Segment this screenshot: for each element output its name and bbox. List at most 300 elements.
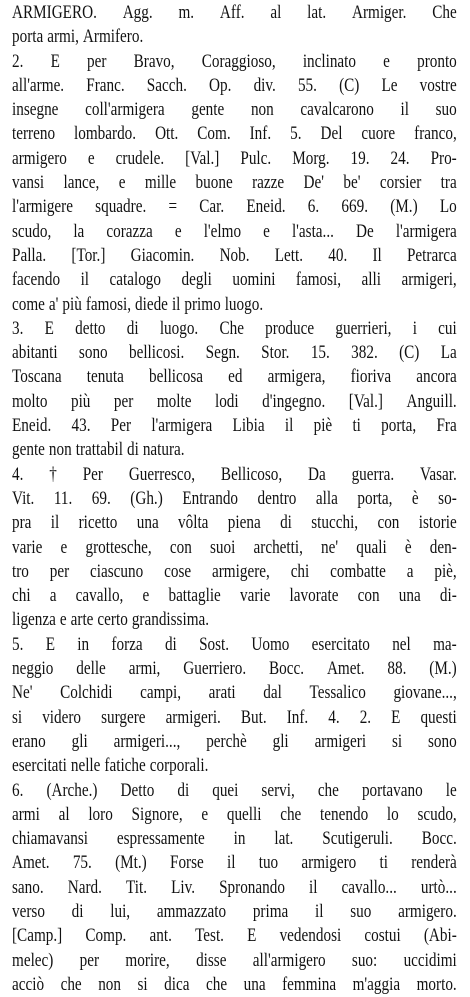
entry-word: non: [250, 99, 274, 121]
entry-word: si: [12, 706, 23, 728]
entry-word: Comp.: [85, 925, 127, 947]
entry-word: facendo: [12, 269, 61, 291]
entry-word: Segn.: [205, 342, 240, 364]
entry-word: più: [70, 390, 91, 412]
entry-word: cavallo,: [75, 585, 124, 607]
entry-word: Eneid.: [12, 415, 52, 437]
entry-word: una: [136, 512, 159, 534]
entry-word: natura.: [142, 439, 185, 461]
entry-word: [Tor.]: [71, 244, 106, 266]
entry-line: [12, 50, 457, 74]
entry-word: archetti,: [253, 536, 303, 558]
entry-word: Coraggioso,: [201, 50, 276, 72]
entry-line: [12, 220, 457, 244]
entry-word: e: [201, 803, 209, 825]
entry-word: ed: [228, 366, 243, 388]
entry-word: insegne: [12, 99, 59, 121]
entry-word: corazza: [106, 220, 153, 242]
entry-word: disse: [196, 949, 227, 971]
entry-word: 15.: [310, 342, 330, 364]
entry-word: Libia: [232, 415, 265, 437]
entry-word: ti: [379, 852, 388, 874]
entry-word: 6.: [12, 779, 24, 801]
entry-line: [12, 341, 457, 365]
entry-word: e: [263, 220, 270, 242]
entry-word: guerra.: [351, 463, 395, 485]
entry-word: scudo,: [12, 220, 52, 242]
entry-word: ARMIGERO.: [12, 2, 97, 23]
entry-word: pra: [12, 512, 32, 534]
entry-word: luogo.: [224, 293, 264, 315]
entry-word: ancora: [416, 366, 457, 388]
entry-word: Le: [381, 74, 398, 96]
entry-word: tenuta: [86, 366, 124, 388]
entry-line: [12, 657, 457, 681]
entry-word: delle: [76, 658, 106, 680]
entry-word: catalogo: [109, 269, 161, 291]
entry-word: E: [44, 317, 54, 339]
entry-word: porta: [12, 26, 44, 48]
entry-line: [12, 511, 457, 535]
entry-word: Lo: [439, 196, 457, 218]
entry-word: l'armigera: [395, 220, 457, 242]
entry-word: Aff.: [219, 2, 245, 23]
entry-word: (M.): [429, 658, 457, 680]
entry-word: detto: [75, 317, 106, 339]
entry-word: 4.: [328, 706, 340, 728]
entry-line: [12, 244, 457, 268]
entry-word: fatiche: [104, 755, 146, 777]
entry-word: arati: [208, 682, 236, 704]
entry-word: 2.: [359, 706, 372, 728]
entry-word: 11.: [53, 487, 73, 509]
entry-line: [12, 365, 457, 389]
entry-word: a': [48, 293, 59, 315]
entry-word: non: [48, 439, 72, 461]
entry-line: [12, 74, 457, 98]
entry-line: [12, 608, 457, 632]
entry-word: terreno: [12, 123, 56, 145]
entry-word: 669.: [341, 196, 368, 218]
entry-word: primo: [184, 293, 221, 315]
entry-word: ammazzato: [156, 900, 227, 922]
entry-word: Liv.: [171, 876, 195, 898]
entry-word: Tessalico: [309, 682, 366, 704]
entry-word: (C): [339, 74, 360, 96]
entry-word: diede: [135, 293, 168, 315]
entry-line: [12, 487, 457, 511]
entry-word: Pro-: [430, 147, 457, 169]
entry-line: [12, 973, 457, 997]
entry-word: il: [227, 852, 236, 874]
entry-word: Per: [110, 415, 132, 437]
entry-line: [12, 293, 457, 317]
entry-word: chi: [12, 585, 31, 607]
entry-line: [12, 949, 457, 973]
entry-word: tra: [440, 172, 457, 194]
entry-word: di: [177, 779, 190, 801]
entry-word: [Camp.]: [12, 925, 63, 947]
entry-word: E: [45, 633, 55, 655]
entry-word: renderà: [411, 852, 457, 874]
entry-word: grottesche,: [85, 536, 152, 558]
entry-line: [12, 851, 457, 875]
entry-word: neggio: [12, 658, 54, 680]
entry-word: per: [113, 390, 134, 412]
entry-word: a: [49, 585, 57, 607]
entry-word: 75.: [72, 852, 92, 874]
entry-word: con: [357, 585, 380, 607]
entry-word: uccidimi: [403, 949, 457, 971]
entry-word: dica: [164, 973, 190, 995]
entry-word: †: [49, 463, 57, 485]
entry-line: [12, 560, 457, 584]
entry-word: Bravo,: [133, 50, 175, 72]
entry-word: armi: [12, 803, 40, 825]
entry-word: molte: [156, 390, 192, 412]
entry-word: lat.: [274, 828, 294, 850]
entry-word: è: [404, 536, 412, 558]
entry-word: m.: [178, 2, 195, 23]
entry-word: Nob.: [219, 244, 250, 266]
entry-word: in: [77, 633, 90, 655]
entry-word: ti: [352, 415, 361, 437]
entry-word: giovane...,: [393, 682, 457, 704]
entry-word: Petrarca: [406, 244, 457, 266]
entry-line: [12, 730, 457, 754]
entry-word: e: [383, 50, 390, 72]
entry-word: Bellicoso,: [220, 463, 283, 485]
entry-word: razze: [252, 172, 285, 194]
entry-word: Vasar.: [420, 463, 457, 485]
entry-word: Uomo: [251, 633, 290, 655]
entry-word: armi,: [128, 658, 161, 680]
entry-word: molto: [12, 390, 48, 412]
entry-line: [12, 463, 457, 487]
entry-line: [12, 268, 457, 292]
entry-word: armi,: [47, 26, 79, 48]
entry-word: Lett.: [274, 244, 304, 266]
entry-word: nel: [392, 633, 411, 655]
entry-word: den-: [429, 536, 457, 558]
entry-word: di: [127, 439, 139, 461]
entry-word: Test.: [195, 925, 224, 947]
entry-word: videro: [42, 706, 82, 728]
entry-word: d'ingegno.: [262, 390, 326, 412]
entry-word: corsier: [379, 172, 422, 194]
entry-word: esercitati: [12, 755, 67, 777]
entry-word: il: [171, 293, 181, 315]
entry-word: lance,: [63, 172, 100, 194]
entry-word: [Val.]: [185, 147, 220, 169]
entry-word: bellicosi.: [128, 342, 185, 364]
entry-word: urtò...: [420, 876, 457, 898]
entry-word: perchè: [206, 730, 247, 752]
entry-word: piè: [313, 415, 333, 437]
entry-line: [12, 390, 457, 414]
entry-word: Com.: [197, 123, 231, 145]
entry-word: combatte: [330, 560, 386, 582]
entry-word: quei: [212, 779, 239, 801]
entry-word: vansi: [12, 172, 45, 194]
entry-word: =: [168, 196, 178, 218]
entry-word: varie: [239, 585, 271, 607]
entry-word: Amet.: [326, 658, 365, 680]
entry-word: 5.: [12, 633, 24, 655]
entry-word: che: [317, 779, 339, 801]
entry-word: But.: [240, 706, 267, 728]
entry-word: armigero: [12, 147, 67, 169]
entry-word: gli: [71, 730, 88, 752]
entry-line: [12, 706, 457, 730]
entry-word: per: [79, 949, 100, 971]
entry-word: quelli: [226, 803, 262, 825]
entry-word: 69.: [91, 487, 111, 509]
entry-word: morto.: [416, 973, 457, 995]
entry-line: [12, 779, 457, 803]
entry-line: [12, 681, 457, 705]
entry-word: franco,: [414, 123, 457, 145]
entry-word: Nard.: [67, 876, 102, 898]
entry-word: 2.: [12, 50, 24, 72]
entry-word: i: [412, 317, 417, 339]
entry-word: E: [50, 50, 60, 72]
entry-line: [12, 98, 457, 122]
entry-word: porta,: [381, 415, 417, 437]
entry-word: Per: [82, 463, 103, 485]
entry-word: l'armigere: [12, 196, 73, 218]
entry-word: ciascuno: [90, 560, 144, 582]
entry-word: Morg.: [292, 147, 330, 169]
entry-word: nelle: [70, 755, 101, 777]
entry-word: istorie: [418, 512, 457, 534]
entry-line: [12, 536, 457, 560]
entry-word: costui: [364, 925, 401, 947]
entry-word: il: [50, 512, 60, 534]
entry-word: (M.): [390, 196, 418, 218]
entry-word: l'asta...: [291, 220, 334, 242]
entry-word: piè,: [434, 560, 457, 582]
entry-word: Armifero.: [82, 26, 144, 48]
entry-word: gente: [191, 99, 225, 121]
entry-word: piena: [227, 512, 261, 534]
entry-word: div.: [253, 74, 276, 96]
entry-word: cui: [438, 317, 457, 339]
entry-word: più: [62, 293, 82, 315]
entry-word: ricetto: [78, 512, 118, 534]
entry-word: loro: [88, 803, 113, 825]
entry-word: Tit.: [126, 876, 147, 898]
entry-word: chiamavansi: [12, 828, 88, 850]
entry-word: varie: [12, 536, 43, 558]
entry-word: corporali.: [149, 755, 209, 777]
entry-word: Ott.: [155, 123, 179, 145]
entry-word: per: [49, 560, 70, 582]
entry-word: De': [303, 172, 325, 194]
entry-word: (Gh.): [130, 487, 163, 509]
entry-word: surgere: [101, 706, 146, 728]
entry-word: Inf.: [286, 706, 309, 728]
entry-word: per: [87, 50, 107, 72]
entry-word: forza: [111, 633, 143, 655]
entry-word: e: [60, 536, 68, 558]
entry-word: La: [440, 342, 457, 364]
entry-word: Pulc.: [240, 147, 272, 169]
entry-word: si: [391, 730, 403, 752]
entry-word: sano.: [12, 876, 44, 898]
entry-word: vôlta: [178, 512, 209, 534]
entry-word: tro: [12, 560, 29, 582]
entry-word: con: [169, 536, 192, 558]
entry-line: [12, 633, 457, 657]
entry-word: all'arme.: [12, 74, 65, 96]
entry-word: Amet.: [12, 852, 50, 874]
entry-word: e: [118, 172, 126, 194]
entry-word: ne': [321, 536, 339, 558]
entry-word: armigera,: [267, 366, 326, 388]
entry-word: dal: [263, 682, 282, 704]
entry-word: Armiger.: [351, 2, 407, 23]
entry-word: 6.: [307, 196, 320, 218]
entry-line: [12, 438, 457, 462]
entry-word: gli: [272, 730, 289, 752]
entry-line: [12, 317, 457, 341]
entry-word: l'armigera: [151, 415, 213, 437]
entry-word: portavano: [361, 779, 423, 801]
entry-word: il: [315, 900, 324, 922]
entry-word: gente: [12, 439, 45, 461]
entry-word: vedendosi: [279, 925, 342, 947]
entry-word: armigere,: [212, 560, 270, 582]
entry-word: produce: [265, 317, 315, 339]
entry-line: [12, 827, 457, 851]
entry-line: [12, 195, 457, 219]
entry-word: 55.: [297, 74, 317, 96]
entry-word: lui,: [110, 900, 131, 922]
entry-word: armigero.: [398, 900, 457, 922]
entry-line: [12, 876, 457, 900]
entry-word: Sacch.: [146, 74, 187, 96]
entry-word: e: [87, 147, 95, 169]
entry-word: armigeri...,: [113, 730, 181, 752]
entry-word: Agg.: [122, 2, 153, 23]
entry-word: suoi: [210, 536, 236, 558]
entry-word: Eneid.: [246, 196, 286, 218]
entry-word: cavallo...: [341, 876, 397, 898]
entry-word: Signore,: [131, 803, 183, 825]
entry-word: di: [71, 900, 84, 922]
entry-word: suo:: [351, 949, 378, 971]
entry-word: suo: [350, 900, 372, 922]
entry-word: e: [174, 220, 182, 242]
entry-word: come: [12, 293, 45, 315]
entry-word: di: [280, 512, 292, 534]
entry-line: [12, 1, 457, 25]
entry-word: De: [356, 220, 374, 242]
entry-word: 88.: [387, 658, 407, 680]
entry-word: Da: [308, 463, 326, 485]
entry-word: (Arche.): [46, 779, 98, 801]
entry-word: bellicosa: [149, 366, 204, 388]
entry-word: Op.: [209, 74, 232, 96]
entry-word: suo: [435, 99, 457, 121]
entry-word: fioriva: [350, 366, 392, 388]
entry-word: lo: [386, 803, 399, 825]
entry-word: acciò: [12, 973, 45, 995]
entry-word: lombardo.: [74, 123, 137, 145]
entry-word: vostre: [419, 74, 457, 96]
entry-word: Franc.: [86, 74, 125, 96]
entry-word: Forse: [169, 852, 204, 874]
entry-word: Che: [219, 317, 244, 339]
entry-word: si: [137, 973, 148, 995]
entry-word: che: [206, 973, 228, 995]
entry-word: espressamente: [116, 828, 205, 850]
entry-word: il: [80, 269, 90, 291]
entry-word: Ne': [12, 682, 33, 704]
entry-word: la: [73, 220, 85, 242]
entry-word: Palla.: [12, 244, 47, 266]
entry-word: arte: [70, 609, 94, 631]
entry-word: trattabil: [75, 439, 123, 461]
entry-word: e: [142, 585, 150, 607]
entry-word: (C): [399, 342, 420, 364]
entry-word: Anguill.: [406, 390, 457, 412]
entry-word: 4.: [12, 463, 24, 485]
entry-word: battaglie: [168, 585, 221, 607]
entry-word: lat.: [307, 2, 327, 23]
entry-word: una: [398, 585, 421, 607]
entry-word: esercitato: [311, 633, 370, 655]
entry-line: [12, 754, 457, 778]
entry-word: Toscana: [12, 366, 62, 388]
entry-word: (Mt.): [115, 852, 147, 874]
entry-word: abitanti: [12, 342, 58, 364]
entry-word: squadre.: [95, 196, 147, 218]
entry-word: Sost.: [199, 633, 230, 655]
entry-word: uomini: [232, 269, 276, 291]
entry-word: femmina: [282, 973, 337, 995]
entry-line: [12, 414, 457, 438]
entry-word: Entrando: [182, 487, 239, 509]
entry-word: ligenza: [12, 609, 56, 631]
entry-word: Scutigeruli.: [322, 828, 393, 850]
entry-word: chi: [290, 560, 310, 582]
entry-word: tuo: [258, 852, 279, 874]
entry-word: lodi: [214, 390, 239, 412]
entry-word: armigeri,: [401, 269, 457, 291]
entry-word: all'armigero: [252, 949, 326, 971]
entry-word: cavalcarono: [300, 99, 374, 121]
entry-word: campi,: [140, 682, 182, 704]
entry-word: quali: [356, 536, 387, 558]
entry-word: E: [247, 925, 257, 947]
entry-word: sono: [428, 730, 457, 752]
entry-word: 382.: [351, 342, 378, 364]
entry-word: alla: [315, 487, 338, 509]
entry-line: [12, 122, 457, 146]
entry-line: [12, 584, 457, 608]
entry-word: m'aggia: [352, 973, 401, 995]
entry-word: di: [126, 317, 139, 339]
entry-line: [12, 803, 457, 827]
entry-word: l'elmo: [203, 220, 242, 242]
entry-word: sono: [78, 342, 108, 364]
entry-word: servi,: [261, 779, 295, 801]
entry-word: al: [58, 803, 70, 825]
entry-word: una: [243, 973, 266, 995]
entry-line: [12, 900, 457, 924]
